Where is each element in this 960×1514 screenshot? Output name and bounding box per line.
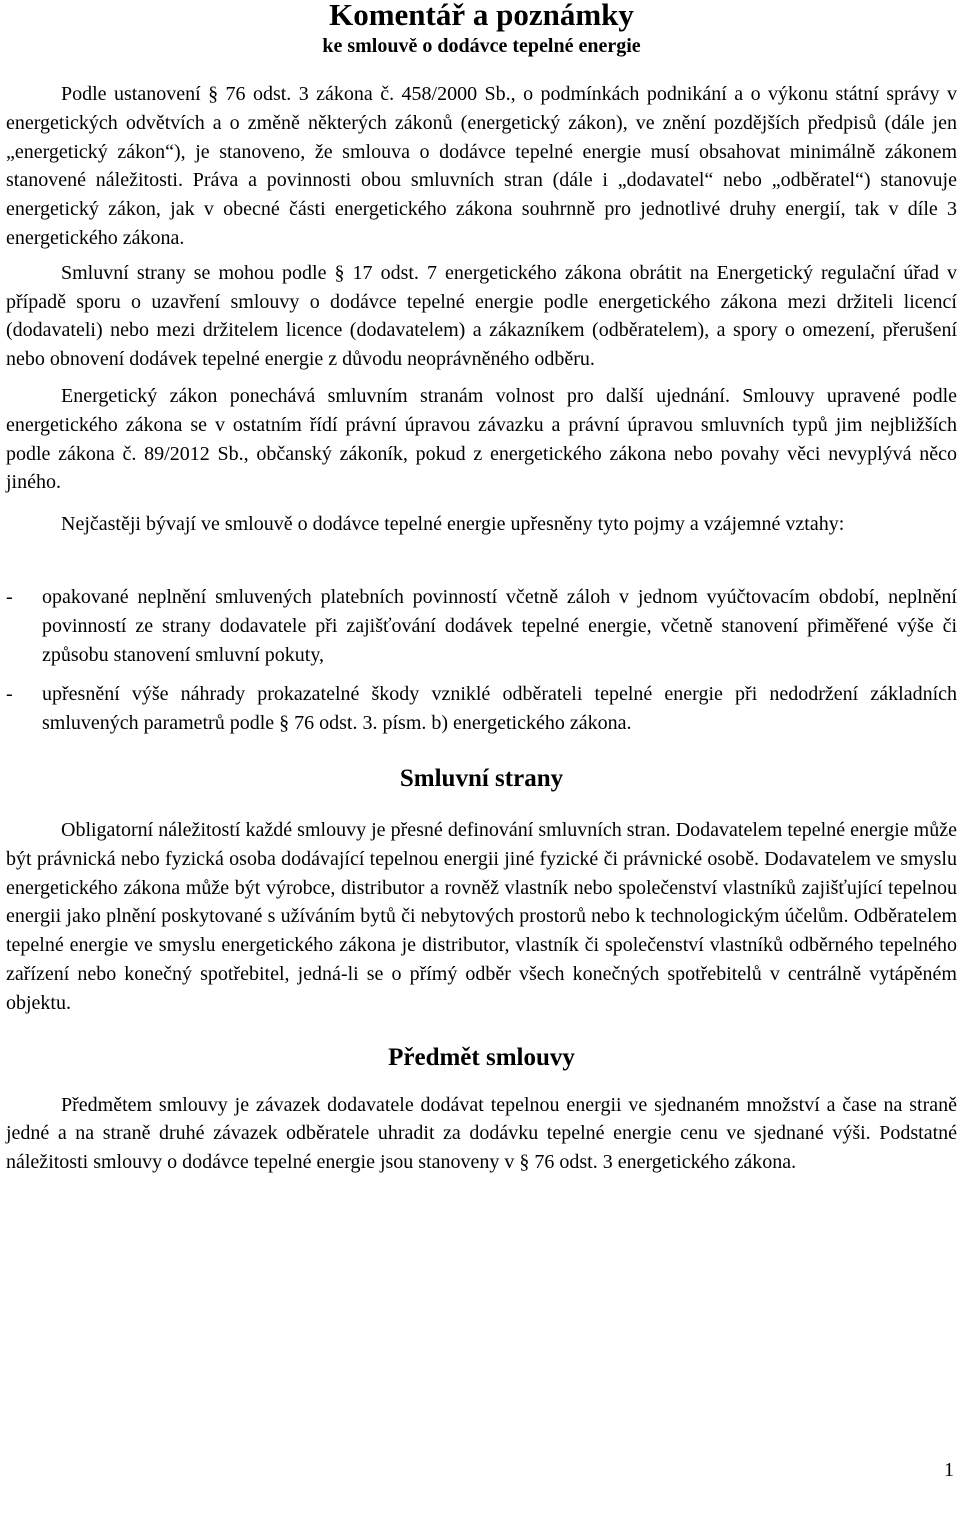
document-title: Komentář a poznámky bbox=[329, 0, 634, 32]
list-item bbox=[6, 680, 957, 738]
page-number: 1 bbox=[944, 1459, 954, 1481]
terms-list bbox=[6, 583, 957, 738]
paragraph-contract-freedom: Energetický zákon ponechává smluvním stranám volnost pro další ujednání. Smlouvy upravené podle energetického zákona se v ostatním řídí právní úpravou závazku a právní úpravou smluvních typů jim nejbližších podle zákona č. 89/2012 Sb., občanský zákoník, pokud z energetického zákona nebo povahy věci nevyplývá něco jiného. bbox=[6, 384, 957, 494]
paragraph-legal-basis: Podle ustanovení § 76 odst. 3 zákona č. 458/2000 Sb., o podmínkách podnikání a o výkonu státní správy v energetických odvětvích a o změně některých zákonů (energetický zákon), ve znění pozdějších předpisů (dále jen „energetický zákon“), je stanoveno, že smlouva o dodávce tepelné energie musí obsahovat minimálně zákonem stanovené náležitosti. Práva a povinnosti obou smluvních stran (dále i „dodavatel“ nebo „odběratel“) stanovuje energetický zákon, jak v obecné části energetického zákona souhrnně pro jednotlivé druhy energií, tak v díle 3 energetického zákona. bbox=[6, 83, 957, 249]
paragraph-dispute-resolution: Smluvní strany se mohou podle § 17 odst. 7 energetického zákona obrátit na Energetický regulační úřad v případě sporu o uzavření smlouvy o dodávce tepelné energie podle energetického zákona mezi držiteli licencí (dodavateli) nebo mezi držitelem licence (dodavatelem) a zákazníkem (odběratelem), a spory o omezení, přerušení nebo obnovení dodávek tepelné energie z důvodu neoprávněného odběru. bbox=[6, 261, 957, 371]
list-dash: - bbox=[6, 585, 13, 608]
document-page bbox=[6, 0, 957, 1177]
section-heading-contract-parties: Smluvní strany bbox=[399, 764, 564, 792]
list-item bbox=[6, 583, 957, 669]
document-subtitle: ke smlouvě o dodávce tepelné energie bbox=[322, 35, 641, 57]
paragraph-list-intro: Nejčastěji bývají ve smlouvě o dodávce tepelné energie upřesněny tyto pojmy a vzájemné vztahy: bbox=[61, 513, 845, 536]
section-text-contract-parties: Obligatorní náležitostí každé smlouvy je přesné definování smluvních stran. Dodavatelem tepelné energie může být právnická nebo fyzická osoba dodávající tepelnou energii jiné fyzické či právnické osobě. Dodavatelem ve smyslu energetického zákona může být výrobce, distributor a rovněž vlastník nebo společenství vlastníků zajišťující tepelnou energii jako plnění poskytované s užíváním bytů či nebytových prostorů nebo k technologickým účelům. Odběratelem tepelné energie ve smyslu energetického zákona je distributor, vlastník či společenství vlastníků odběrného tepelného zařízení nebo konečný spotřebitel, jedná-li se o přímý odběr všech konečných spotřebitelů v centrálně vytápěném objektu. bbox=[6, 818, 957, 1014]
section-heading-contract-subject: Předmět smlouvy bbox=[388, 1043, 575, 1071]
section-text-contract-subject: Předmětem smlouvy je závazek dodavatele dodávat tepelnou energii ve sjednaném množství a čase na straně jedné a na straně druhé závazek odběratele uhradit za dodávku tepelné energie cenu ve sjednané výši. Podstatné náležitosti smlouvy o dodávce tepelné energie jsou stanoveny v § 76 odst. 3 energetického zákona. bbox=[6, 1093, 957, 1174]
list-dash: - bbox=[6, 683, 13, 706]
list-item-text: upřesnění výše náhrady prokazatelné škody vzniklé odběrateli tepelné energie při nedodržení základních smluvených parametrů podle § 76 odst. 3. písm. b) energetického zákona. bbox=[42, 683, 957, 735]
list-item-text: opakované neplnění smluvených platebních povinností včetně záloh v jednom vyúčtovacím období, neplnění povinností ze strany dodavatele při zajišťování dodávek tepelné energie, včetně stanovení přiměřené výše či způsobu stanovení smluvní pokuty, bbox=[42, 585, 957, 666]
